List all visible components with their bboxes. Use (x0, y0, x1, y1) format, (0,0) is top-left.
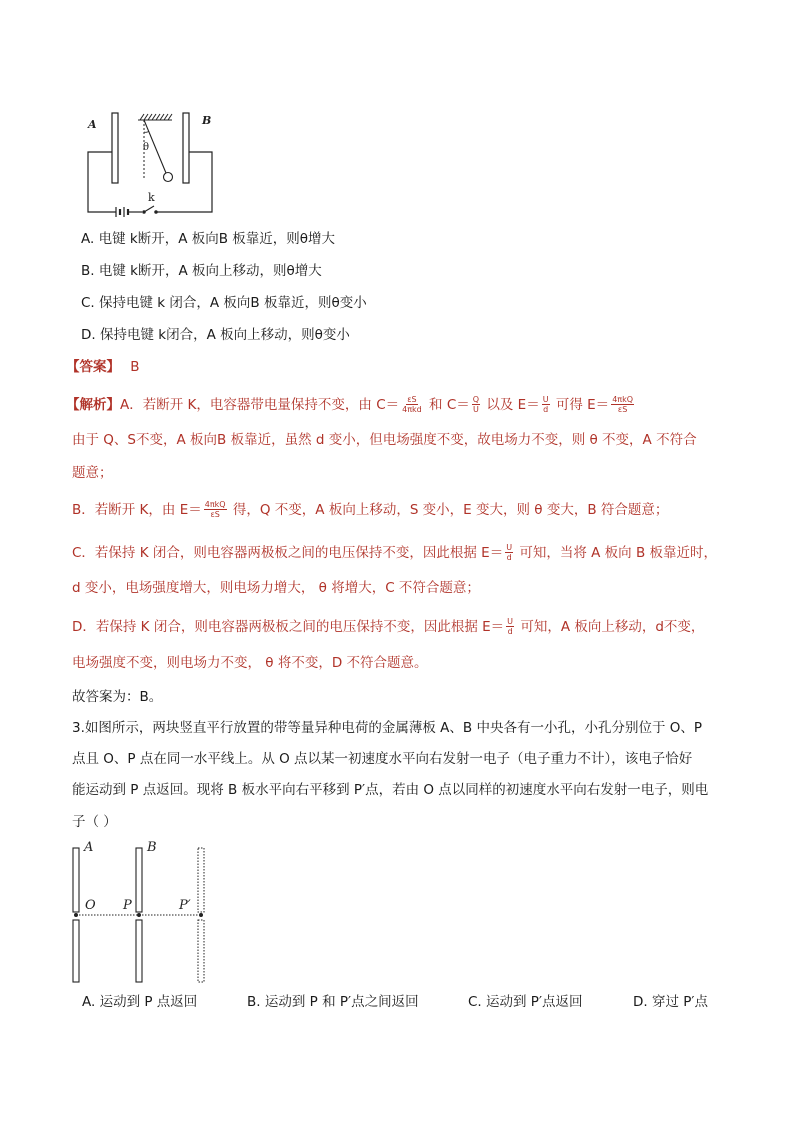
fraction-numerator: 4πkQ (612, 394, 634, 404)
analysis-c-rest: 可知，当将 A 板向 B 板靠近时， (519, 545, 718, 561)
q3-option-c: C. 运动到 P′点返回 (468, 994, 583, 1010)
plate-a (112, 113, 118, 183)
analysis-tag: 【解析】 (66, 397, 120, 413)
fraction-denominator: εS (210, 509, 220, 519)
analysis-line-6: d 变小，电场强度增大，则电场力增大， θ 将增大，C 不符合题意； (72, 580, 480, 596)
analysis-b-rest: 得，Q 不变，A 板向上移动，S 变小，E 变大，则 θ 变大，B 符合题意； (232, 502, 669, 518)
q3-stem-line-2: 点且 O、P 点在同一水平线上。从 O 点以某一初速度水平向右发射一电子（电子重力不计），该电子恰好 (72, 751, 693, 767)
formula-e-fraction (204, 500, 227, 519)
fraction-numerator: U (542, 394, 549, 404)
parallel-plates-figure (68, 840, 218, 985)
q3-stem-line-3: 能运动到 P 点返回。现将 B 板水平向右平移到 P′点，若由 O 点以同样的初速度水平向右发射一电子，则电 (72, 782, 709, 798)
analysis-line-1 (66, 393, 636, 417)
analysis-b-text: B．若断开 K，由 (72, 502, 176, 518)
pendulum-ball (164, 173, 173, 182)
and-text: 和 (429, 397, 443, 413)
q2-option-d: D. 保持电键 k闭合，A 板向上移动，则θ变小 (81, 327, 350, 343)
fraction-denominator: d (543, 404, 549, 414)
analysis-line-8: 电场强度不变，则电场力不变， θ 将不变，D 不符合题意。 (72, 655, 428, 671)
label-a: A (84, 840, 94, 855)
plate-b-moved-upper (198, 848, 204, 912)
label-b: B (202, 114, 212, 127)
label-o: O (85, 898, 96, 913)
battery-icon (116, 207, 142, 217)
yiji-text: 以及 (486, 397, 514, 413)
analysis-line-3: 题意； (72, 465, 113, 481)
formula-c2-lhs: C＝ (446, 397, 470, 413)
formula-c1-lhs: C＝ (376, 397, 400, 413)
formula-e1-lhs: E＝ (517, 397, 540, 413)
q2-option-c: C. 保持电键 k 闭合，A 板向B 板靠近，则θ变小 (81, 295, 367, 311)
point-p-prime (199, 913, 203, 917)
fraction-numerator: U (506, 542, 513, 552)
q2-option-b: B. 电键 k断开，A 板向上移动，则θ增大 (81, 263, 322, 279)
formula-e-lhs: E＝ (481, 545, 504, 561)
analysis-d-text: D．若保持 K 闭合，则电容器两极板之间的电压保持不变，因此根据 (72, 619, 478, 635)
label-b: B (147, 840, 157, 855)
conclusion: 故答案为：B。 (72, 689, 163, 705)
label-p: P (123, 898, 132, 913)
point-p (137, 913, 141, 917)
ceiling-hatch (138, 114, 172, 120)
theta-arc (144, 131, 149, 132)
formula-c1-fraction (401, 395, 423, 414)
formula-e2-fraction (611, 395, 634, 414)
theta-label: θ (143, 142, 150, 153)
fraction-numerator: Q (472, 394, 480, 404)
formula-e-fraction (505, 543, 513, 562)
analysis-line-5 (72, 541, 717, 565)
analysis-line-4 (72, 498, 668, 522)
fraction-numerator: 4πkQ (204, 499, 226, 509)
q3-option-b: B. 运动到 P 和 P′点之间返回 (247, 994, 419, 1010)
formula-e-fraction (506, 617, 514, 636)
point-o (74, 913, 78, 917)
plate-a-lower (73, 920, 79, 982)
formula-e-lhs: E＝ (482, 619, 505, 635)
formula-e1-fraction (542, 395, 550, 414)
analysis-a-text: A．若断开 K，电容器带电量保持不变，由 (120, 397, 372, 413)
q2-option-a: A. 电键 k断开，A 板向B 板靠近，则θ增大 (81, 231, 336, 247)
q3-stem-line-4: 子（ ） (72, 814, 117, 830)
fraction-numerator: εS (407, 394, 417, 404)
q3-stem-line-1: 3.如图所示，两块竖直平行放置的带等量异种电荷的金属薄板 A、B 中央各有一小孔，小孔分别位于 O、P (72, 720, 703, 736)
answer-line (66, 357, 140, 377)
fraction-denominator: d (507, 626, 513, 636)
formula-c2-fraction (472, 395, 480, 414)
fraction-denominator: d (506, 552, 512, 562)
analysis-d-rest: 可知，A 板向上移动，d不变， (520, 619, 705, 635)
answer-tag: 【答案】 (66, 359, 120, 375)
answer-value: B (130, 359, 140, 375)
switch-icon (143, 206, 157, 213)
label-a: A (88, 118, 97, 131)
fraction-numerator: U (507, 616, 514, 626)
plate-b (183, 113, 189, 183)
q3-option-a: A. 运动到 P 点返回 (82, 994, 198, 1010)
fraction-denominator: 4πkd (402, 404, 422, 414)
plate-b-upper (136, 848, 142, 912)
plate-b-lower (136, 920, 142, 982)
formula-e2-lhs: E＝ (587, 397, 610, 413)
plate-b-moved-lower (198, 920, 204, 982)
plate-a-upper (73, 848, 79, 912)
capacitor-pendulum-figure (80, 108, 220, 218)
analysis-line-2: 由于 Q、S不变，A 板向B 板靠近，虽然 d 变小，但电场强度不变，故电场力不变，则 θ 不变，A 不符合 (72, 432, 697, 448)
fraction-denominator: εS (617, 404, 628, 414)
fraction-denominator: U (473, 404, 479, 414)
switch-label: k (148, 191, 155, 204)
q3-option-d: D. 穿过 P′点 (633, 994, 708, 1010)
label-p-prime: P′ (179, 898, 191, 913)
kede-text: 可得 (555, 397, 583, 413)
formula-e-lhs: E＝ (179, 502, 202, 518)
analysis-line-7 (72, 615, 704, 639)
analysis-c-text: C．若保持 K 闭合，则电容器两极板之间的电压保持不变，因此根据 (72, 545, 477, 561)
